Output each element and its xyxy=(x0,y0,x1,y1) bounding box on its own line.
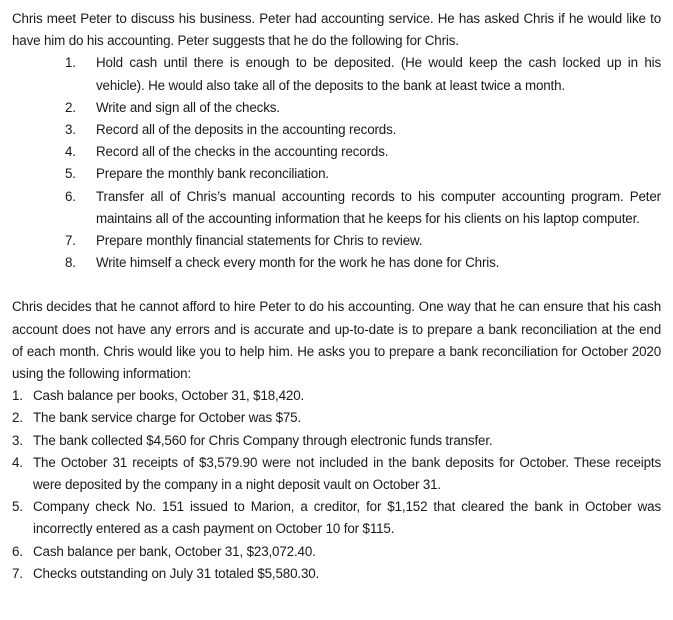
list-item xyxy=(12,186,661,230)
list-item xyxy=(12,141,661,163)
item-number: 2. xyxy=(12,410,23,426)
item-text: Record all of the deposits in the accounting records. xyxy=(96,122,397,138)
item-number: 1. xyxy=(65,55,76,71)
list-item xyxy=(12,230,661,252)
list-item xyxy=(12,119,661,141)
peter-suggestions-list xyxy=(12,52,661,274)
item-text: The bank collected $4,560 for Chris Company through electronic funds transfer. xyxy=(33,432,493,448)
list-item xyxy=(12,496,661,540)
item-number: 6. xyxy=(12,543,23,559)
item-text: Write himself a check every month for the work he has done for Chris. xyxy=(96,255,500,271)
item-text: The bank service charge for October was $75. xyxy=(33,410,302,426)
item-number: 6. xyxy=(65,188,76,204)
item-number: 1. xyxy=(12,388,23,404)
list-item xyxy=(12,407,661,429)
item-number: 5. xyxy=(12,499,23,515)
item-number: 3. xyxy=(12,432,23,448)
list-item xyxy=(12,563,661,585)
item-text: Write and sign all of the checks. xyxy=(96,99,280,115)
reconciliation-info-list xyxy=(12,385,661,585)
item-number: 4. xyxy=(65,144,76,160)
spacer xyxy=(12,274,661,296)
item-text: The October 31 receipts of $3,579.90 were not included in the bank deposits for October. These receipts were deposited by the company in a night deposit vault on October 31. xyxy=(33,454,661,493)
item-text: Hold cash until there is enough to be deposited. (He would keep the cash locked up in his vehicle). He would also take all of the deposits to the bank at least twice a month. xyxy=(96,55,661,93)
item-number: 4. xyxy=(12,454,23,470)
item-text: Checks outstanding on July 31 totaled $5,580.30. xyxy=(33,565,320,581)
item-number: 2. xyxy=(65,99,76,115)
item-text: Transfer all of Chris’s manual accounting records to his computer accounting program. Peter maintains all of the accounting information that he keeps for his clients on his laptop computer. xyxy=(96,188,661,226)
item-text: Prepare the monthly bank reconciliation. xyxy=(96,166,329,182)
list-item xyxy=(12,541,661,563)
item-number: 5. xyxy=(65,166,76,182)
list-item xyxy=(12,430,661,452)
list-item xyxy=(12,452,661,496)
item-text: Company check No. 151 issued to Marion, a creditor, for $1,152 that cleared the bank in October was incorrectly entered as a cash payment on October 10 for $115. xyxy=(33,499,661,537)
intro-paragraph: Chris meet Peter to discuss his business. Peter had accounting service. He has asked Chris if he would like to have him do his accounting. Peter suggests that he do the following for Chris. xyxy=(12,11,661,49)
item-number: 7. xyxy=(65,233,76,249)
task-paragraph: Chris decides that he cannot afford to hire Peter to do his accounting. One way that he can ensure that his cash account does not have any errors and is accurate and up-to-date is to prepare a bank reconciliation at the end of each month. Chris would like you to help him. He asks you to prepare a bank reconciliation for October 2020 using the following information: xyxy=(12,299,661,382)
list-item xyxy=(12,97,661,119)
item-text: Prepare monthly financial statements for Chris to review. xyxy=(96,233,423,249)
list-item xyxy=(12,252,661,274)
item-text: Cash balance per bank, October 31, $23,072.40. xyxy=(33,543,316,559)
item-number: 7. xyxy=(12,565,23,581)
item-number: 8. xyxy=(65,255,76,271)
item-number: 3. xyxy=(65,122,76,138)
list-item xyxy=(12,163,661,185)
list-item xyxy=(12,52,661,96)
list-item xyxy=(12,385,661,407)
item-text: Cash balance per books, October 31, $18,420. xyxy=(33,388,305,404)
item-text: Record all of the checks in the accounting records. xyxy=(96,144,389,160)
